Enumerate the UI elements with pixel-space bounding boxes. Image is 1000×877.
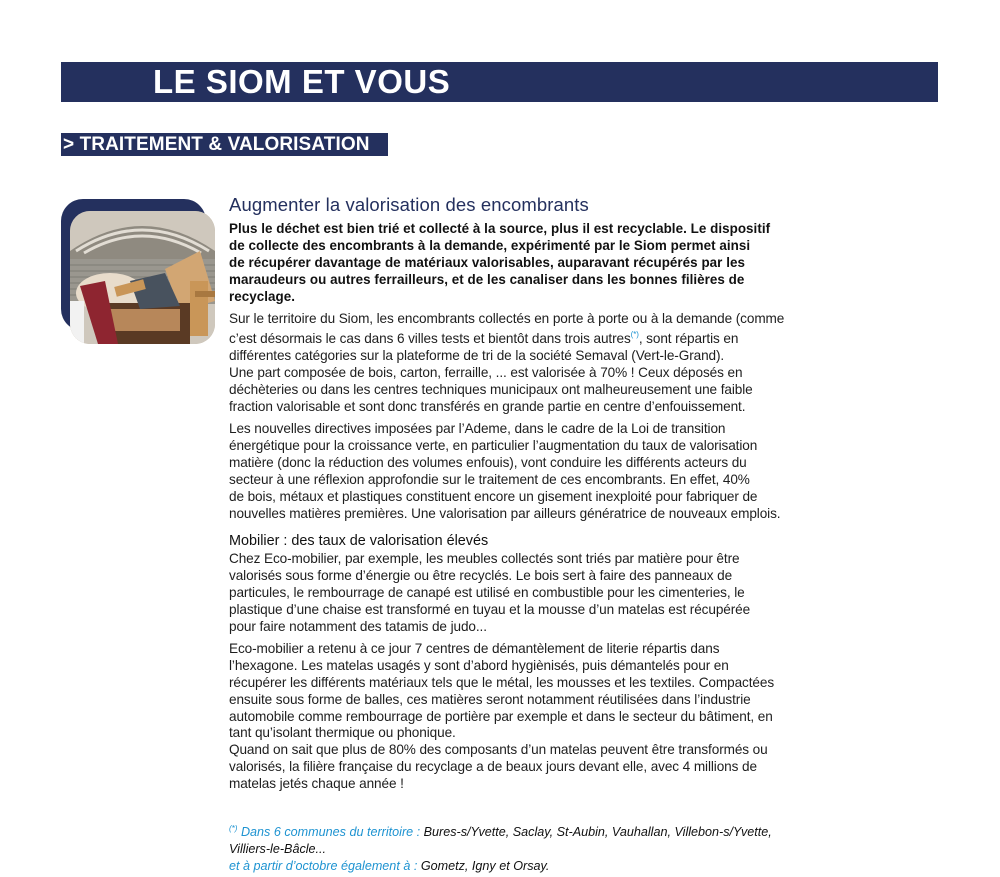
section-title: > TRAITEMENT & VALORISATION <box>63 134 370 155</box>
section-banner <box>61 133 388 156</box>
paragraph-line: ensuite sous forme de balles, ces matières seront notamment réutilisées dans l’industrie <box>229 691 751 707</box>
paragraph-line: Sur le territoire du Siom, les encombrants collectés en porte à porte ou à la demande (comme <box>229 310 785 326</box>
paragraph-line: pour faire notamment des tatamis de judo... <box>229 619 487 635</box>
bulky-waste-photo <box>70 211 215 344</box>
footnote-label: et à partir d’octobre également à : <box>229 859 421 873</box>
paragraph-line: valorisés sous forme d’énergie ou être recyclés. Le bois sert à faire des panneaux de <box>229 568 733 584</box>
paragraph-line: matelas jetés chaque année ! <box>229 776 404 792</box>
lead-line: maraudeurs ou autres ferrailleurs, et de les canaliser dans les bonnes filières de <box>229 271 745 287</box>
lead-line: recyclage. <box>229 288 296 304</box>
paragraph-line: secteur à une réflexion approfondie sur le traitement de ces encombrants. En effet, 40% <box>229 471 750 487</box>
paragraph-ademe <box>229 421 849 522</box>
article-title: Augmenter la valorisation des encombrants <box>229 194 589 215</box>
paragraph-line: Les nouvelles directives imposées par l’Ademe, dans le cadre de la Loi de transition <box>229 420 726 436</box>
paragraph-line: nouvelles matières premières. Une valorisation par ailleurs génératrice de nouveaux emplois. <box>229 505 781 521</box>
footnote-line <box>229 820 869 841</box>
lead-line: Plus le déchet est bien trié et collecté à la source, plus il est recyclable. Le dispositif <box>229 221 771 236</box>
paragraph-line: Eco-mobilier a retenu à ce jour 7 centres de démantèlement de literie répartis dans <box>229 640 720 656</box>
footnote-line <box>229 858 869 875</box>
paragraph-line: Quand on sait que plus de 80% des composants d’un matelas peuvent être transformés ou <box>229 742 768 758</box>
paragraph-territory <box>229 311 849 416</box>
paragraph-matelas <box>229 742 849 793</box>
footnote-communes-cont: Villiers-le-Bâcle... <box>229 842 327 856</box>
section-subheading: Mobilier : des taux de valorisation élevés <box>229 533 489 550</box>
paragraph-line <box>229 327 849 348</box>
paragraph-literie <box>229 641 849 742</box>
footnote <box>229 820 869 875</box>
paragraph-text: c’est désormais le cas dans 6 villes tests et bientôt dans trois autres <box>229 331 631 347</box>
footnote-label: Dans 6 communes du territoire : <box>237 825 424 839</box>
bulky-waste-illustration <box>70 211 215 344</box>
paragraph-line: récupérer les différents matériaux tels que le métal, les mousses et les textiles. Compactées <box>229 674 775 690</box>
paragraph-text: , sont répartis en <box>638 331 739 347</box>
paragraph-line: Chez Eco-mobilier, par exemple, les meubles collectés sont triés par matière pour être <box>229 551 740 567</box>
footnote-marker: (*) <box>229 824 238 833</box>
paragraph-line: fraction valorisable et sont donc transférés en grande partie en centre d’enfouissement. <box>229 399 746 415</box>
paragraph-line: de bois, métaux et plastiques constituent encore un gisement inexploité pour fabriquer de <box>229 488 758 504</box>
paragraph-line: particules, le rembourrage de canapé est utilisé en combustible pour les cimenteries, le <box>229 585 745 601</box>
article-lead <box>229 221 849 306</box>
footnote-communes: Bures-s/Yvette, Saclay, St-Aubin, Vauhallan, Villebon-s/Yvette, <box>423 825 772 839</box>
paragraph-line: l’hexagone. Les matelas usagés y sont d’abord hygiènisés, puis démantelés pour en <box>229 657 729 673</box>
photo-frame <box>61 199 215 344</box>
footnote-line <box>229 841 869 858</box>
paragraph-line: plastique d’une chaise est transformé en tuyau et la mousse d’un matelas est récupérée <box>229 602 751 618</box>
paragraph-line: Une part composée de bois, carton, ferraille, ... est valorisée à 70% ! Ceux déposés en <box>229 365 743 381</box>
paragraph-line: différentes catégories sur la plateforme de tri de la société Semaval (Vert-le-Grand). <box>229 348 725 364</box>
paragraph-line: valorisés, la filière française du recyclage a de beaux jours devant elle, avec 4 millions de <box>229 759 757 775</box>
lead-line: de collecte des encombrants à la demande, expérimenté par le Siom permet ainsi <box>229 237 751 253</box>
paragraph-line: automobile comme rembourrage de portière par exemple et dans le secteur du bâtiment, en <box>229 708 773 724</box>
header-banner <box>61 62 938 102</box>
page-title: LE SIOM ET VOUS <box>153 63 451 100</box>
article <box>229 193 849 793</box>
paragraph-line: matière (donc la réduction des volumes enfouis), vont conduire les différents acteurs du <box>229 454 747 470</box>
footnote-communes-upcoming: Gometz, Igny et Orsay. <box>420 859 550 873</box>
footnote-marker: (*) <box>630 330 639 340</box>
lead-line: de récupérer davantage de matériaux valorisables, auparavant récupérés par les <box>229 254 745 270</box>
paragraph-eco-mobilier <box>229 551 849 636</box>
paragraph-line: tant qu’isolant thermique ou phonique. <box>229 725 456 741</box>
paragraph-line: déchèteries ou dans les centres techniques municipaux ont malheureusement une faible <box>229 382 753 398</box>
paragraph-line: énergétique pour la croissance verte, en particulier l’augmentation du taux de valorisation <box>229 437 758 453</box>
